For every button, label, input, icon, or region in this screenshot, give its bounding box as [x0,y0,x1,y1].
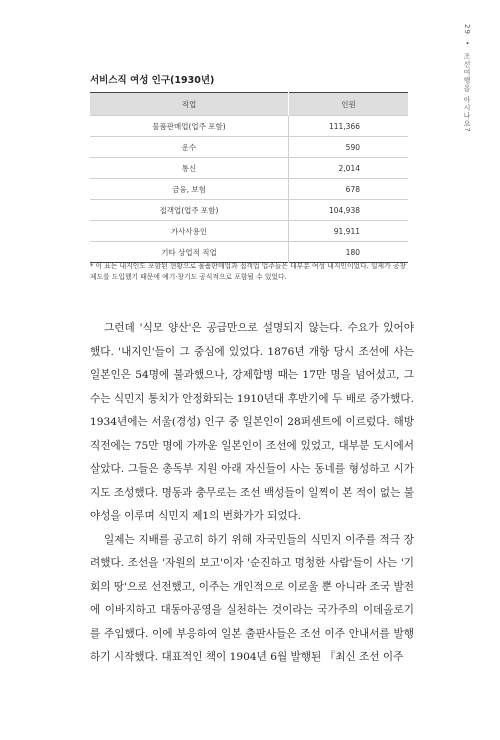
table-row [90,242,408,263]
table-cell-value: 2,014 [289,158,409,179]
table-row [90,116,408,137]
running-head [452,24,472,132]
table-cell-category: 가사사용인 [90,221,289,242]
body-paragraph: 일제는 지배를 공고히 하기 위해 자국민들의 식민지 이주를 적극 장려했다. 조선을 '자원의 보고'이자 '순진하고 멍청한 사람'들이 사는 '기회의 땅'으로 선전했고, 이주는 개인적으로 이로울 뿐 아니라 조국 발전에 이바지하고 대동아공영을 실천하는 것이라는 국가주의 이데올로기를 주입했다. 이에 부응하여 일본 출판사들은 조선 이주 안내서를 발행하기 시작했다. 대표적인 책이 1904년 6월 발행된 『최신 조선 이주 [90,533,414,663]
table-row [90,200,408,221]
table-row [90,179,408,200]
body-paragraph: 그런데 '식모 양산'은 공급만으로 설명되지 않는다. 수요가 있어야 했다. '내지인'들이 그 중심에 있었다. 1876년 개항 당시 조선에 사는 일본인은 54명에 불과했으나, 강제합병 때는 17만 명을 넘어섰고, 그 수는 식민지 통치가 안정화되는 1910년대 후반기에 두 배로 증가했다. 1934년에는 서울(경성) 인구 중 일본인이 28퍼센트에 이르렀다. 해방 직전에는 75만 명에 가까운 일본인이 조선에 있었고, 대부분 도시에서 살았다. 그들은 총독부 지원 아래 자신들이 사는 동네를 형성하고 시가지도 조성했다. 명동과 충무로는 조선 백성들이 일찍이 본 적이 없는 불야성을 이루며 식민지 제1의 번화가가 되었다. [90,322,414,522]
table-title: 서비스직 여성 인구(1930년) [90,75,215,86]
table-cell-value: 104,938 [289,200,409,221]
table-cell-category: 통신 [90,158,289,179]
table-row [90,137,408,158]
table-cell-value: 590 [289,137,409,158]
table-row [90,158,408,179]
chapter-title: 조선여행을 아시나요? [463,52,471,133]
statistics-table [90,92,408,263]
column-header-occupation: 직업 [90,93,289,116]
table-cell-category: 물품판매업(업주 포함) [90,116,289,137]
table-row [90,221,408,242]
table-cell-category: 기타 상업적 직업 [90,242,289,263]
table-cell-value: 91,911 [289,221,409,242]
table-cell-category: 금융, 보험 [90,179,289,200]
table-cell-value: 678 [289,179,409,200]
table-header-row [90,93,408,116]
page-number: 29 [463,24,471,35]
table-footnote: * 이 표는 내지인도 포함된 현황으로 물품판매업과 접객업 업주들은 대부분 여성 내지인이었다. 일제가 공창제도를 도입했기 때문에 예기·창기도 공식적으로 포함될 수 있었다. [90,262,406,281]
body-text [90,317,414,670]
table-cell-value: 111,366 [289,116,409,137]
table-cell-category: 운수 [90,137,289,158]
table-cell-category: 접객업(업주 포함) [90,200,289,221]
table-cell-value: 180 [289,242,409,263]
running-head-separator: • [463,41,471,47]
column-header-count: 인원 [289,93,409,116]
